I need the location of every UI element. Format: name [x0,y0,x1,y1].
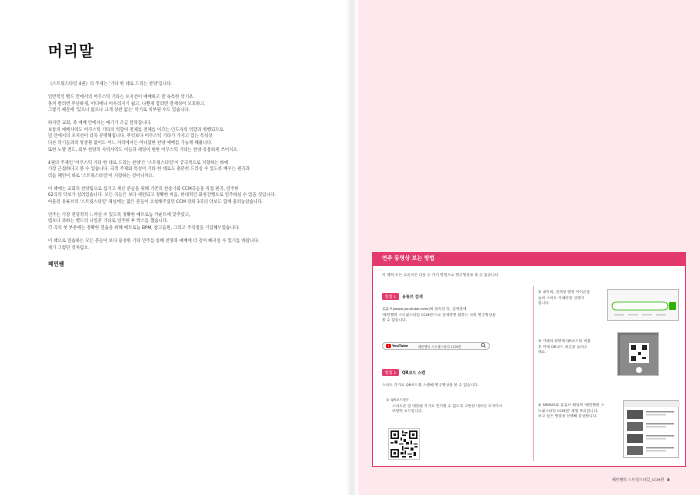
text-line: 각 곡의 첫 부분에는 정확한 연습을 위해 메트로놈 BPM, 참고음원, 그리고 주의점을 기입해두었습니다. [48,226,240,232]
paragraph-1 [48,82,330,89]
text-line: 가장 근접하다고 볼 수 있습니다. 극적 주제와 특성이 기타 한 대로도 충분히 드리실 수 있도록 배우는 편곡과 [48,167,250,173]
search-icon [481,343,486,349]
text-line: 홍켜 발려면 무난하게, 어디에나 어우러지기 쉽고, 나뿐게 할려면 잘재성이 모호하고, [48,101,206,107]
text-line: 볼 수 있습니다. [382,318,407,323]
text-line: 이 책에는 교회의 찬양팀으로 섬기고 계신 분들을 위해 기존의 찬송가와 CCM곡들을 직접 편곡, 연주한 [48,186,239,192]
column-divider [533,286,534,461]
qr-explanation [386,398,536,415]
video-guide-body [373,266,685,466]
text-line: 다른 악기들과의 앙상블 없이도 어느 자리에서든 어나함한 찬양 예배를 가능케 해줍니다. [48,140,213,146]
search-query: 혜민쌤의 스트릿스타일 CCM편 [417,344,462,349]
method-2-pill: 방법 2 [382,369,399,376]
page-number: 5 [667,477,670,482]
text-line: ③ 카메라 화면에 QR코드를 비춘 [538,339,591,343]
text-line: 하지만 교회, 즉 예배 안에서는 얘기가 조금 달라집니다. [48,121,152,127]
step-2-text [538,290,604,307]
text-line: 계가 그렇던 것처럼요. [48,245,90,251]
camera-scan-screenshot [617,332,659,376]
text-line: 스마트폰 및 태블릿 기기로 인식할 수 있도록 고안된 네모난 모자이크 [392,403,503,408]
text-line: 눌러 스마트 카메라를 실행시 [538,295,585,300]
text-line: ② 네이버, 검색창 옆의 아이콘을 [538,290,590,294]
page-footer [612,477,670,483]
youtube-playlist-screenshot [623,400,679,458]
text-line: 이 책으로 연습하는 모든 분들이 보다 풍성한 기타 연주를 통해 찬양과 예배에 더 깊이 빠지실 수 있기를 바랍니다. [48,239,260,245]
video-guide-header: 연주 동영상 보는 방법 [373,253,685,266]
text-line: 모양의 코드입니다. [392,409,423,414]
text-line: 후 이에 QR코드 버튼을 눌러주 [538,344,588,349]
text-line: 트릿스타일 CCM편' 재생 목록입니다. [538,408,599,413]
text-line: ④ SRMUSIC 유튜브 채널의 '혜민쌤의 스 [538,403,605,407]
text-line: '혜민쌤의 스트릿스타일 CCM편'으로 검색하면 원하는 곡의 연주영상을 [382,312,496,317]
text-line: 《스트릿스타일 4권》의 주제는 '기타 한 대로 드리는 찬양'입니다. [48,82,173,87]
step-4-text [538,403,618,420]
method-2-tag [382,369,425,376]
text-line: 보고 싶은 영상을 선택해 감상합니다. [538,414,598,419]
text-line: 보통의 예배사역도 어쿠스틱 기타의 역할이 전체를 전체를 이끄는 인도자의 역할과 병행되므로 [48,127,224,133]
preface-body [48,82,330,269]
method-1-title: 유튜브 검색 [401,293,423,299]
naver-search-screenshot [607,289,679,321]
text-line: 연주는 가장 전형적적 느껴실 수 있도록 정확한 메트로놈 카운트에 맞추었고, [48,212,191,218]
text-line: 밀 안에서의 포지션이 더욱 분명해집니다. 무엇보다 어쿠스틱 기타가 가지고 있는 특성상 [48,134,213,140]
paragraph-4 [48,161,330,181]
author-signature: 혜민쌤 [48,262,64,269]
text-line: 유튜브(www.youtube.com)에 접속한 후, 검색창에 [382,307,467,311]
text-line: 아울러 유튜브의 '스트릿스타일' 채널에는 많은 분들이 요청해주셨던 CCM 강좌 3곡의 악보도 함께 올려놓았습니다. [48,199,264,205]
text-line: 4권의 주제인 '어쿠스틱 기타 한 대로 드리는 찬양'은 '스트릿스타일'이 궁극적으로 지향하는 바에 [48,160,229,166]
method-1-text [382,307,532,324]
youtube-logo [386,344,408,348]
method-1-pill: 방법 1 [382,293,399,300]
text-line: 62곡의 악보가 실려있습니다. 모든 곡들은 보다 세련되고 정확한 비음, 한대적인 화성진행으로 연주하실 수 있을 것입니다. [48,193,276,199]
youtube-logo-text: YouTube [392,344,408,348]
step-3-text [538,339,604,356]
text-line: 일반적인 밴드 안에서의 어쿠스틱 기타는 포지션이 애매하고 잘 독특한 악기죠. [48,94,195,100]
paragraph-6 [48,213,330,233]
paragraph-2 [48,95,330,115]
text-line: 킵니다. [538,301,550,306]
paragraph-7 [48,239,330,252]
paragraph-5 [48,187,330,207]
method-2-title: QR코드 스캔 [401,369,426,375]
text-line: 그렇기 때문에 '있으나 없으나 크게 상관 없는' 악기로 치부될 수도 있습니다. [48,108,190,114]
guide-intro: 이 책의 모든 수록곡은 다음 두 가지 방법으로 연주영상을 볼 수 있습니다. [382,273,500,277]
youtube-play-icon [386,344,391,348]
paragraph-3 [48,121,330,154]
text-line: 템포다 과하는 밸드의 나일준 기타로 연주한 후 박스를 했습니다. [48,219,169,225]
text-line: 세요. [538,350,547,355]
text-line: 또한 노방 전도, 외부 찬양의 사역사역도 이들과 세팅이 편한 어쿠스틱 기타는 찬양 유용하게 쓰이지요. [48,147,239,153]
method-2-text: 스마트 기기로 QR코드를 스캔해 연주영상을 볼 수 있습니다. [382,383,479,387]
qr-question: ① QR코드란? [386,398,409,402]
text-line: 리듬 패턴이 바로 '스트릿스타일'이 지향하는 것이니까요. [48,173,155,179]
page-gutter [346,0,358,495]
method-1-tag [382,293,423,300]
page-title: 머리말 [48,42,95,60]
youtube-search-bar [382,342,490,350]
qr-code-image [388,428,420,460]
footer-text: 혜민쌤의 스트릿스타일_CCM편 [612,477,665,482]
video-guide-box [372,252,686,467]
